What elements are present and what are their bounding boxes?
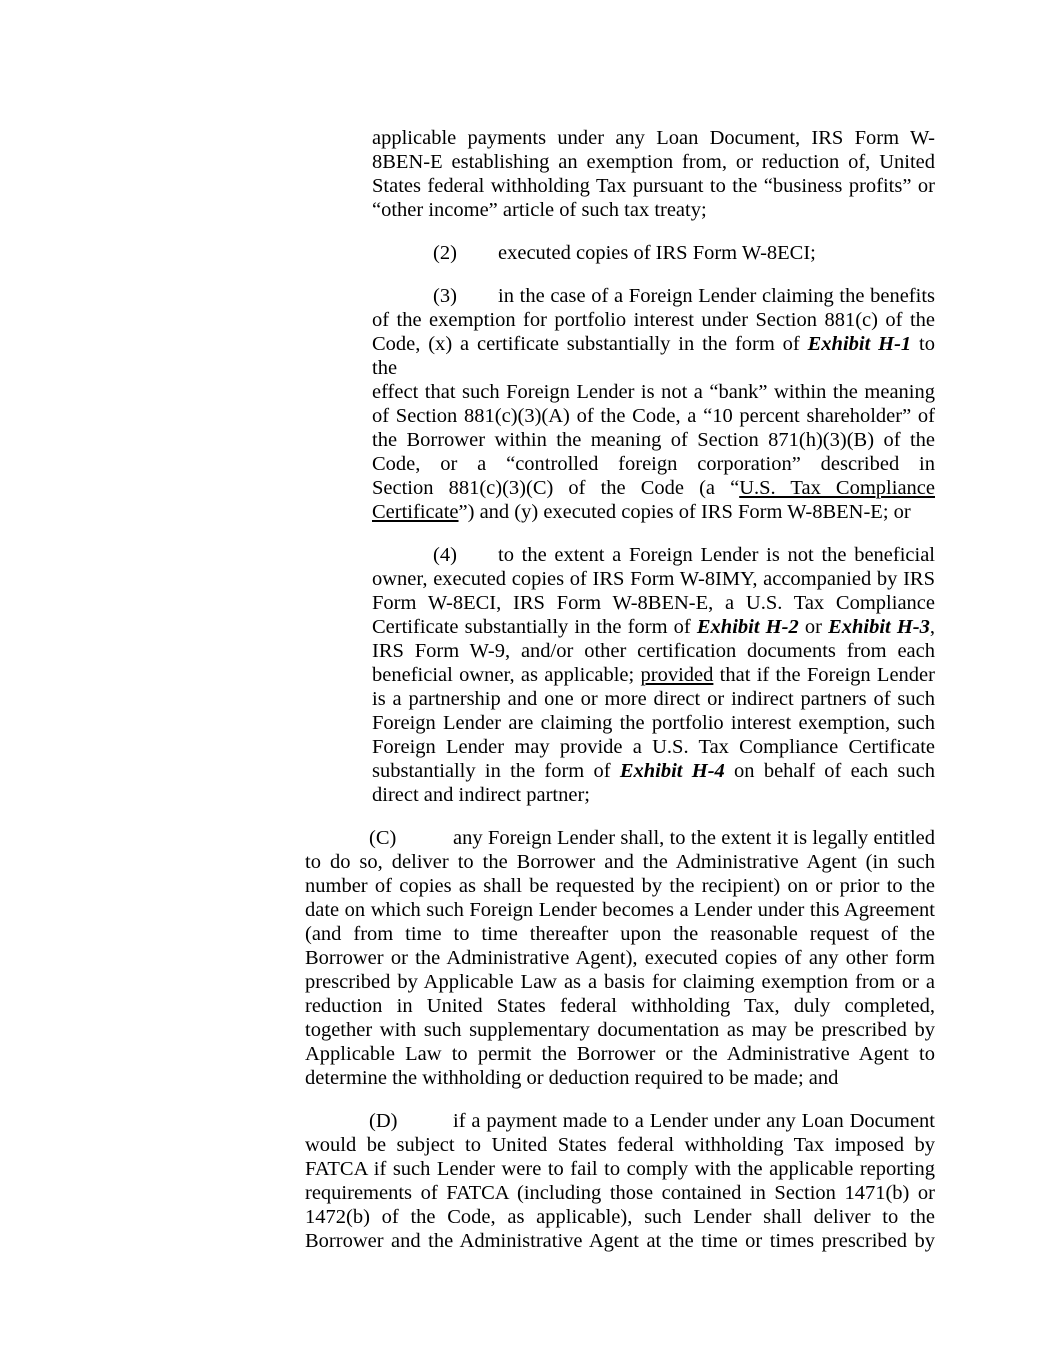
text-run: to the — [372, 333, 935, 379]
text-run: on behalf of each such — [724, 760, 936, 782]
text-line — [372, 687, 935, 711]
text-run: IRS Form W-9, and/or other certification documents from each — [372, 640, 935, 662]
text-line — [372, 476, 935, 500]
exhibit-reference: Exhibit H-1 — [807, 333, 912, 355]
text-line — [372, 663, 935, 687]
text-line — [372, 452, 935, 476]
text-line — [372, 126, 935, 150]
text-run: 8BEN-E establishing an exemption from, or reduction of, United — [372, 151, 935, 173]
text-line — [305, 1157, 935, 1181]
text-run: States federal withholding Tax pursuant to the “business profits” or — [372, 175, 935, 197]
text-run: Foreign Lender may provide a U.S. Tax Compliance Certificate — [372, 736, 935, 758]
text-line — [372, 332, 935, 380]
text-line — [305, 1205, 935, 1229]
text-run: effect that such Foreign Lender is not a “bank” within the meaning — [372, 381, 935, 403]
text-run: date on which such Foreign Lender becomes a Lender under this Agreement — [305, 899, 935, 921]
text-line — [372, 783, 935, 807]
text-run: the Borrower within the meaning of Section 871(h)(3)(B) of the — [372, 429, 935, 451]
text-line — [372, 591, 935, 615]
text-line — [305, 850, 935, 874]
text-line — [305, 994, 935, 1018]
text-line — [372, 428, 935, 452]
text-run: applicable payments under any Loan Document, IRS Form W- — [372, 127, 935, 149]
text-run: any Foreign Lender shall, to the extent it is legally entitled — [453, 827, 935, 849]
exhibit-reference: Exhibit H-3 — [828, 616, 930, 638]
clause-number: (D) — [369, 1110, 398, 1132]
paragraph-clause-2 — [372, 241, 935, 265]
text-run: substantially in the form of — [372, 760, 620, 782]
text-run: Section 881(c)(3)(C) of the Code (a “ — [372, 477, 740, 499]
text-run: FATCA if such Lender were to fail to comply with the applicable reporting — [305, 1158, 935, 1180]
text-line — [372, 759, 935, 783]
clause-number: (C) — [369, 827, 397, 849]
text-run: ”) and (y) executed copies of IRS Form W-8BEN-E; or — [458, 501, 911, 523]
text-line — [372, 639, 935, 663]
text-run: Applicable Law to permit the Borrower or the Administrative Agent to — [305, 1043, 935, 1065]
paragraph-clause-3 — [372, 284, 935, 524]
text-line — [372, 241, 935, 265]
text-run: beneficial owner, as applicable; — [372, 664, 641, 686]
text-line — [372, 308, 935, 332]
text-run: Certificate substantially in the form of — [372, 616, 697, 638]
clause-number: (2) — [433, 242, 457, 264]
underlined-term: Certificate — [372, 501, 459, 523]
text-run: is a partnership and one or more direct or indirect partners of such — [372, 688, 935, 710]
text-line — [305, 1133, 935, 1157]
text-run: would be subject to United States federal withholding Tax imposed by — [305, 1134, 935, 1156]
text-run: requirements of FATCA (including those contained in Section 1471(b) or — [305, 1182, 935, 1204]
text-run: determine the withholding or deduction required to be made; and — [305, 1067, 839, 1089]
text-line — [305, 970, 935, 994]
exhibit-reference: Exhibit H-2 — [696, 616, 799, 638]
text-run: Code, or a “controlled foreign corporation” described in — [372, 453, 935, 475]
text-run: Code, (x) a certificate substantially in the form of — [372, 333, 808, 355]
text-line — [372, 174, 935, 198]
text-run: number of copies as shall be requested by the recipient) on or prior to the — [305, 875, 935, 897]
text-run: to the extent a Foreign Lender is not the beneficial — [498, 544, 935, 566]
text-line — [305, 1181, 935, 1205]
text-line — [305, 1229, 935, 1253]
clause-number: (3) — [433, 285, 457, 307]
text-run: , — [929, 616, 936, 638]
text-line — [372, 543, 935, 567]
clause-number: (4) — [433, 544, 457, 566]
text-line — [305, 826, 935, 850]
paragraph-clause-4 — [372, 543, 935, 807]
text-line — [372, 380, 935, 404]
text-run: (and from time to time thereafter upon the reasonable request of the — [305, 923, 935, 945]
text-run: of Section 881(c)(3)(A) of the Code, a “10 percent shareholder” of — [372, 405, 935, 427]
text-line — [372, 404, 935, 428]
text-line — [305, 898, 935, 922]
text-line — [372, 150, 935, 174]
text-run: Form W-8ECI, IRS Form W-8BEN-E, a U.S. Tax Compliance — [372, 592, 935, 614]
text-run: Borrower or the Administrative Agent), executed copies of any other form — [305, 947, 935, 969]
text-run: owner, executed copies of IRS Form W-8IMY, accompanied by IRS — [372, 568, 935, 590]
text-run: of the exemption for portfolio interest under Section 881(c) of the — [372, 309, 935, 331]
paragraph-clause-C — [305, 826, 935, 1090]
text-run: in the case of a Foreign Lender claiming the benefits — [498, 285, 935, 307]
exhibit-reference: Exhibit H-4 — [619, 760, 725, 782]
text-line — [305, 1042, 935, 1066]
text-line — [305, 1066, 935, 1090]
underlined-term: provided — [640, 664, 714, 686]
text-line — [305, 922, 935, 946]
text-line — [372, 567, 935, 591]
text-line — [372, 500, 935, 524]
text-run: prescribed by Applicable Law as a basis for claiming exemption from or a — [305, 971, 935, 993]
text-run: to do so, deliver to the Borrower and the Administrative Agent (in such — [305, 851, 935, 873]
paragraph-clause-D — [305, 1109, 935, 1253]
text-run: 1472(b) of the Code, as applicable), such Lender shall deliver to the — [305, 1206, 935, 1228]
text-run: or — [798, 616, 829, 638]
text-run: direct and indirect partner; — [372, 784, 590, 806]
text-run: executed copies of IRS Form W-8ECI; — [498, 242, 816, 264]
text-line — [372, 711, 935, 735]
text-run: if a payment made to a Lender under any Loan Document — [453, 1110, 935, 1132]
text-line — [372, 284, 935, 308]
text-run: that if the Foreign Lender — [713, 664, 935, 686]
text-run: reduction in United States federal withholding Tax, duly completed, — [305, 995, 935, 1017]
text-run: “other income” article of such tax treaty; — [372, 199, 707, 221]
text-line — [305, 874, 935, 898]
paragraph-clause-1-continuation — [372, 126, 935, 222]
text-line — [372, 735, 935, 759]
text-line — [372, 615, 935, 639]
text-line — [305, 946, 935, 970]
text-line — [372, 198, 935, 222]
text-run: together with such supplementary documentation as may be prescribed by — [305, 1019, 935, 1041]
text-run: Foreign Lender are claiming the portfolio interest exemption, such — [372, 712, 935, 734]
underlined-term: U.S. Tax Compliance — [739, 477, 935, 499]
text-line — [305, 1109, 935, 1133]
text-run: Borrower and the Administrative Agent at the time or times prescribed by — [305, 1230, 935, 1252]
text-line — [305, 1018, 935, 1042]
